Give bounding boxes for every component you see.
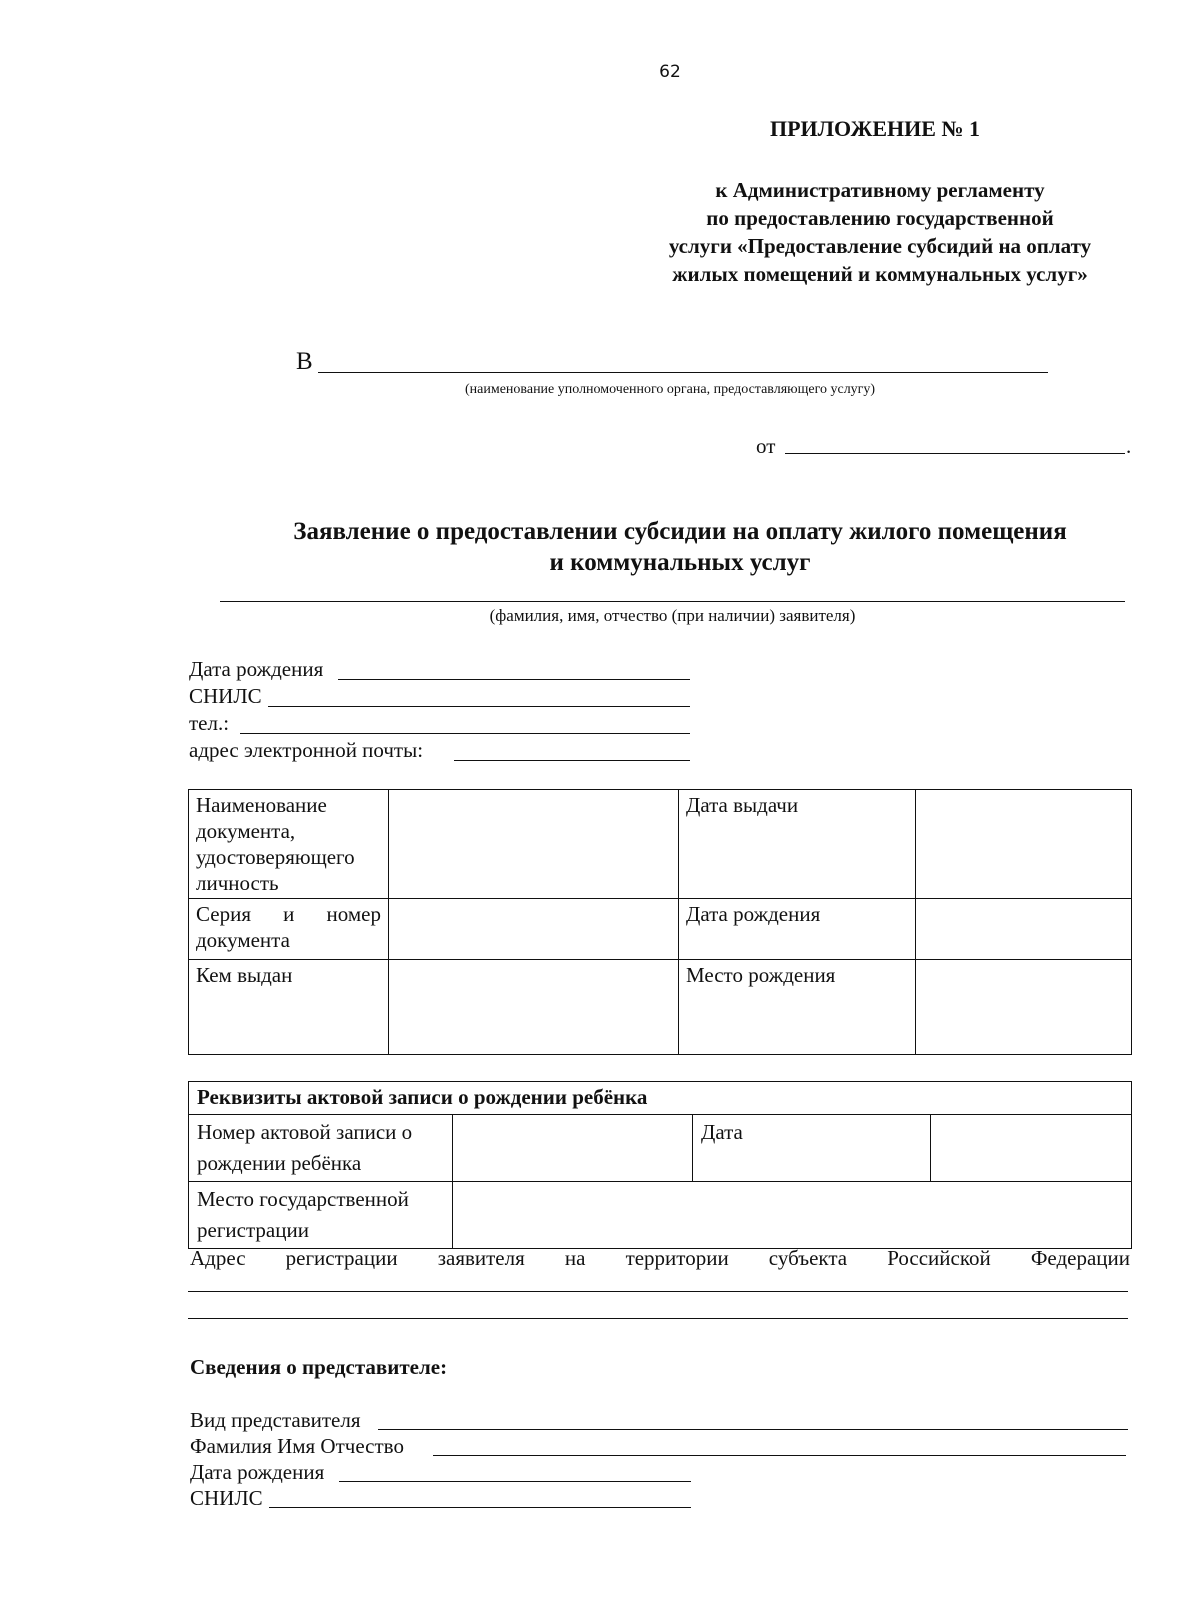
record-date-label: Дата bbox=[693, 1115, 931, 1182]
issued-by-cell[interactable] bbox=[389, 960, 679, 1055]
issue-date-cell[interactable] bbox=[916, 790, 1132, 899]
statement-title-line: Заявление о предоставлении субсидии на оплату жилого помещения bbox=[293, 518, 1067, 545]
address-word: регистрации bbox=[285, 1246, 398, 1270]
appendix-line: услуги «Предоставление субсидий на оплату bbox=[668, 234, 1092, 258]
birth-date-field[interactable] bbox=[338, 679, 690, 680]
to-prefix: В bbox=[296, 348, 313, 375]
authority-caption: (наименование уполномоченного органа, предоставляющего услугу) bbox=[465, 382, 876, 397]
phone-field[interactable] bbox=[240, 733, 690, 734]
appendix-title: ПРИЛОЖЕНИЕ № 1 bbox=[770, 116, 981, 141]
birth-record-table bbox=[188, 1081, 1132, 1249]
appendix-line: к Административному регламенту bbox=[715, 178, 1045, 202]
appendix-line: по предоставлению государственной bbox=[706, 206, 1054, 230]
series-number-cell[interactable] bbox=[389, 899, 679, 960]
address-word: Российской bbox=[887, 1246, 991, 1270]
document-name-cell[interactable] bbox=[389, 790, 679, 899]
applicant-name-field[interactable] bbox=[220, 601, 1125, 602]
issue-date-label: Дата выдачи bbox=[679, 790, 916, 899]
registration-place-cell[interactable] bbox=[453, 1182, 1132, 1249]
statement-title bbox=[220, 516, 1140, 578]
id-document-table bbox=[188, 789, 1132, 1055]
doc-birth-date-label: Дата рождения bbox=[679, 899, 916, 960]
email-label: адрес электронной почты: bbox=[189, 738, 424, 762]
address-word: Федерации bbox=[1030, 1246, 1130, 1270]
representative-snils-field[interactable] bbox=[269, 1507, 691, 1508]
series-number-label: Серия и номер документа bbox=[189, 899, 389, 960]
registration-address-field[interactable] bbox=[188, 1291, 1128, 1292]
table-row bbox=[189, 899, 1132, 960]
applicant-from-field[interactable] bbox=[785, 453, 1125, 454]
representative-birth-date-label: Дата рождения bbox=[190, 1460, 325, 1484]
snils-label: СНИЛС bbox=[189, 684, 262, 708]
table-row bbox=[189, 790, 1132, 899]
birth-place-cell[interactable] bbox=[916, 960, 1132, 1055]
table-row bbox=[189, 1082, 1132, 1115]
from-prefix: от bbox=[756, 434, 776, 458]
record-date-cell[interactable] bbox=[931, 1115, 1132, 1182]
birth-place-label: Место рождения bbox=[679, 960, 916, 1055]
page-number: 62 bbox=[659, 62, 681, 82]
representative-birth-date-field[interactable] bbox=[339, 1481, 691, 1482]
from-suffix: . bbox=[1126, 434, 1132, 458]
appendix-line: жилых помещений и коммунальных услуг» bbox=[672, 262, 1088, 286]
snils-field[interactable] bbox=[268, 706, 690, 707]
applicant-name-caption: (фамилия, имя, отчество (при наличии) заявителя) bbox=[489, 606, 856, 625]
phone-label: тел.: bbox=[189, 711, 230, 735]
document-name-label: Наименование документа, удостоверяющего личность bbox=[189, 790, 389, 899]
issued-by-label: Кем выдан bbox=[189, 960, 389, 1055]
table-row bbox=[189, 960, 1132, 1055]
representative-heading: Сведения о представителе: bbox=[190, 1355, 448, 1379]
statement-title-line: и коммунальных услуг bbox=[549, 549, 811, 576]
registration-place-label: Место государственной регистрации bbox=[189, 1182, 453, 1249]
registration-address-label bbox=[190, 1246, 1130, 1271]
record-number-cell[interactable] bbox=[453, 1115, 693, 1182]
table-row bbox=[189, 1115, 1132, 1182]
birth-record-header: Реквизиты актовой записи о рождении ребёнка bbox=[189, 1082, 1132, 1115]
address-word: заявителя bbox=[437, 1246, 525, 1270]
representative-name-field[interactable] bbox=[433, 1455, 1126, 1456]
authority-name-field[interactable] bbox=[318, 372, 1048, 373]
birth-date-label: Дата рождения bbox=[189, 657, 324, 681]
doc-birth-date-cell[interactable] bbox=[916, 899, 1132, 960]
address-word: субъекта bbox=[768, 1246, 848, 1270]
representative-type-label: Вид представителя bbox=[190, 1408, 361, 1432]
representative-name-label: Фамилия Имя Отчество bbox=[190, 1434, 404, 1458]
email-field[interactable] bbox=[454, 760, 690, 761]
representative-type-field[interactable] bbox=[378, 1429, 1128, 1430]
address-word: на bbox=[564, 1246, 586, 1270]
address-word: Адрес bbox=[190, 1246, 246, 1270]
table-row bbox=[189, 1182, 1132, 1249]
address-word: территории bbox=[625, 1246, 729, 1270]
appendix-regulation-reference bbox=[620, 176, 1140, 288]
representative-snils-label: СНИЛС bbox=[190, 1486, 263, 1510]
registration-address-field-2[interactable] bbox=[188, 1318, 1128, 1319]
record-number-label: Номер актовой записи о рождении ребёнка bbox=[189, 1115, 453, 1182]
